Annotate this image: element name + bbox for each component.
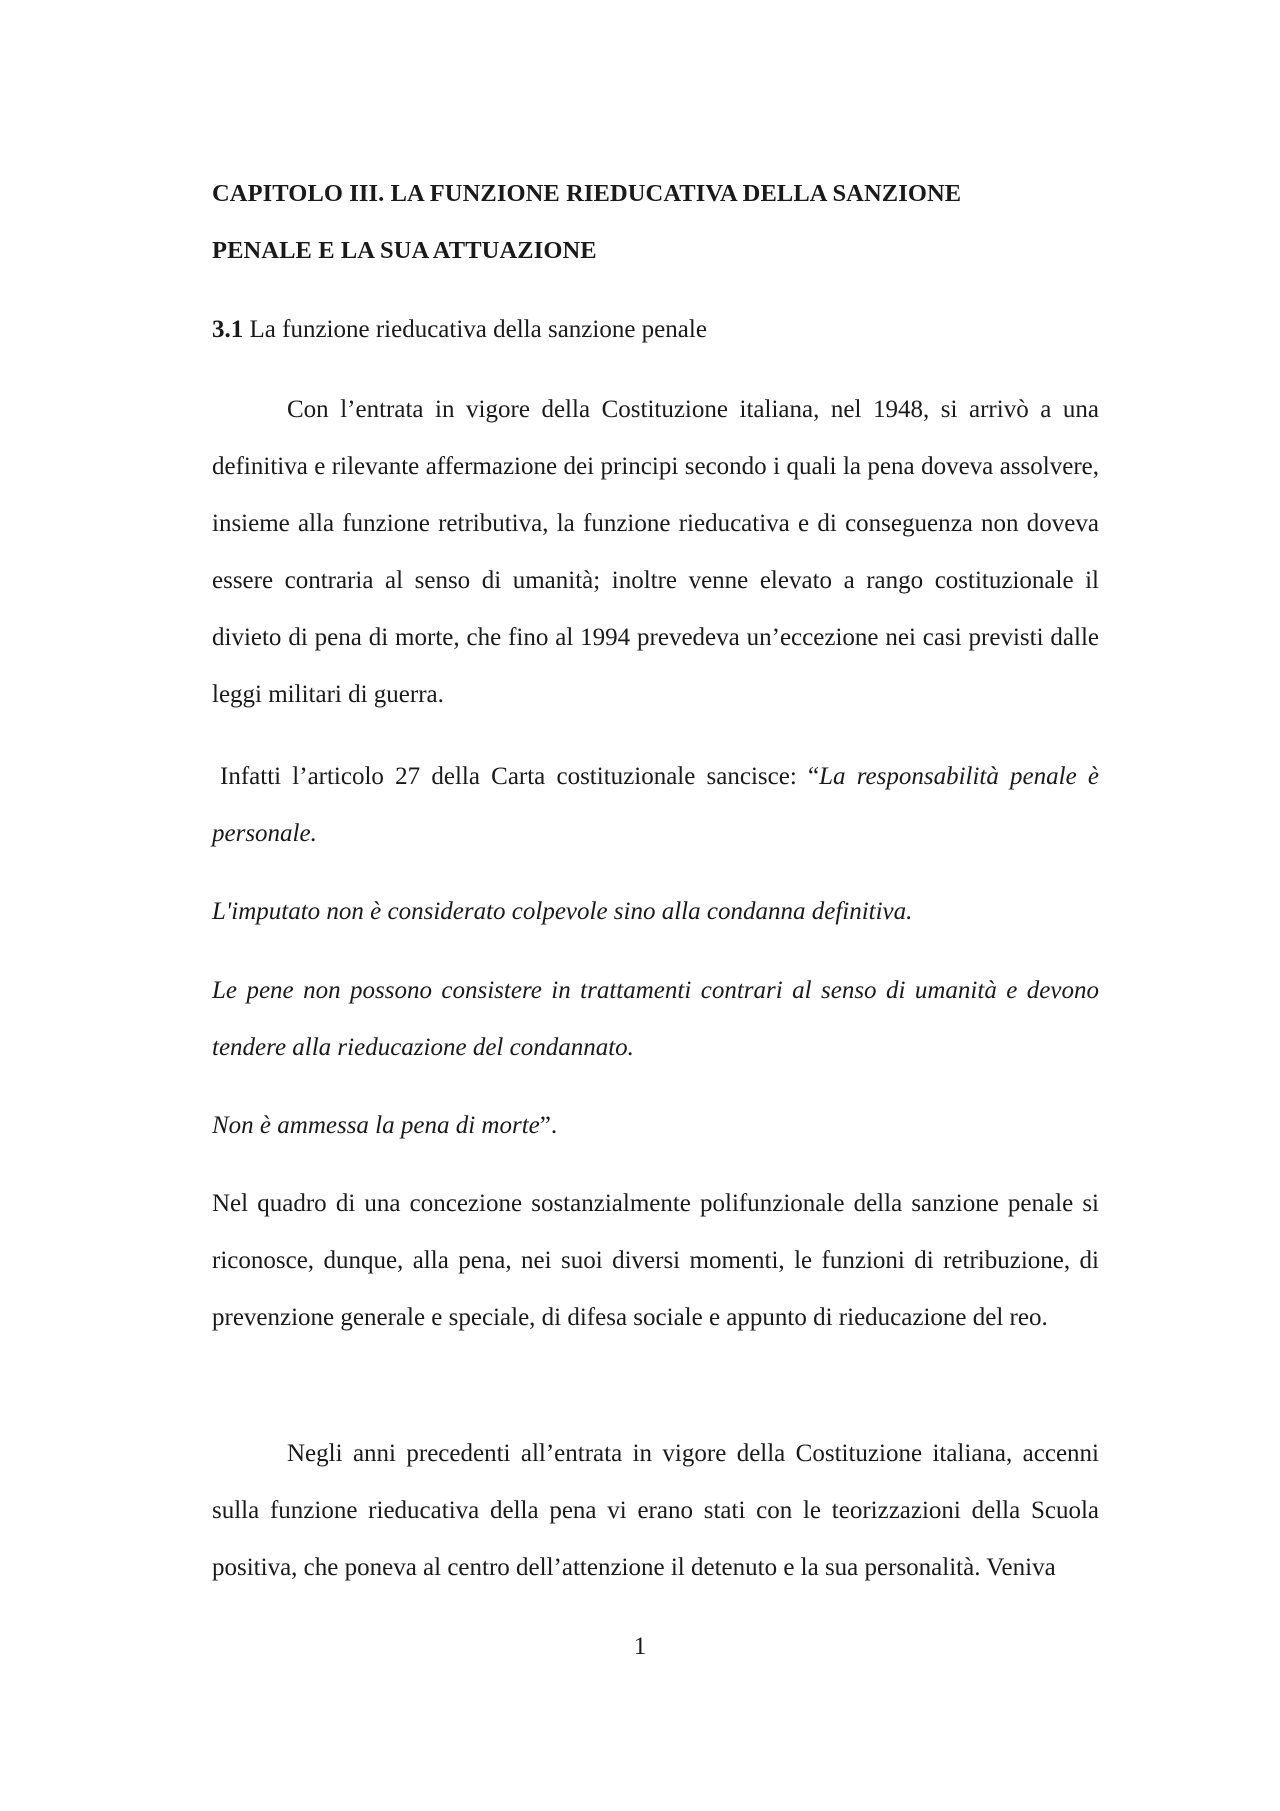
paragraph-2-intro: Infatti l’articolo 27 della Carta costituzionale sancisce: “ <box>220 763 820 790</box>
section-heading <box>212 316 1092 344</box>
paragraph-5-quote: Non è ammessa la pena di morte <box>212 1112 540 1139</box>
chapter-title-line-2: PENALE E LA SUA ATTUAZIONE <box>212 237 597 264</box>
chapter-title-line-1: CAPITOLO III. LA FUNZIONE RIEDUCATIVA DELLA SANZIONE <box>212 180 962 207</box>
paragraph-6: Nel quadro di una concezione sostanzialmente polifunzionale della sanzione penale si riconosce, dunque, alla pena, nei suoi diversi momenti, le funzioni di retribuzione, di prevenzione generale e speciale, di difesa sociale e appunto di rieducazione del reo. <box>212 1190 1099 1331</box>
page-number: 1 <box>633 1633 647 1660</box>
paragraph-3: L'imputato non è considerato colpevole sino alla condanna definitiva. <box>212 898 913 925</box>
paragraph-7: Negli anni precedenti all’entrata in vigore della Costituzione italiana, accenni sulla funzione rieducativa della pena vi erano stati con le teorizzazioni della Scuola positiva, che poneva al centro dell’attenzione il detenuto e la sua personalità. Veniva <box>212 1440 1099 1581</box>
section-title: La funzione rieducativa della sanzione penale <box>249 316 707 343</box>
paragraph-1: Con l’entrata in vigore della Costituzione italiana, nel 1948, si arrivò a una definitiva e rilevante affermazione dei principi secondo i quali la pena doveva assolvere, insieme alla funzione retributiva, la funzione rieducativa e di conseguenza non doveva essere contraria al senso di umanità; inoltre venne elevato a rango costituzionale il divieto di pena di morte, che fino al 1994 prevedeva un’eccezione nei casi previsti dalle leggi militari di guerra. <box>212 396 1099 708</box>
paragraph-5 <box>212 1097 1099 1154</box>
section-number: 3.1 <box>212 316 244 343</box>
paragraph-5-close: ”. <box>539 1112 558 1139</box>
paragraph-2 <box>212 748 1099 862</box>
paragraph-2-quote: La responsabilità penale è personale. <box>212 763 1100 847</box>
paragraph-4: Le pene non possono consistere in trattamenti contrari al senso di umanità e devono tendere alla rieducazione del condannato. <box>212 977 1099 1061</box>
